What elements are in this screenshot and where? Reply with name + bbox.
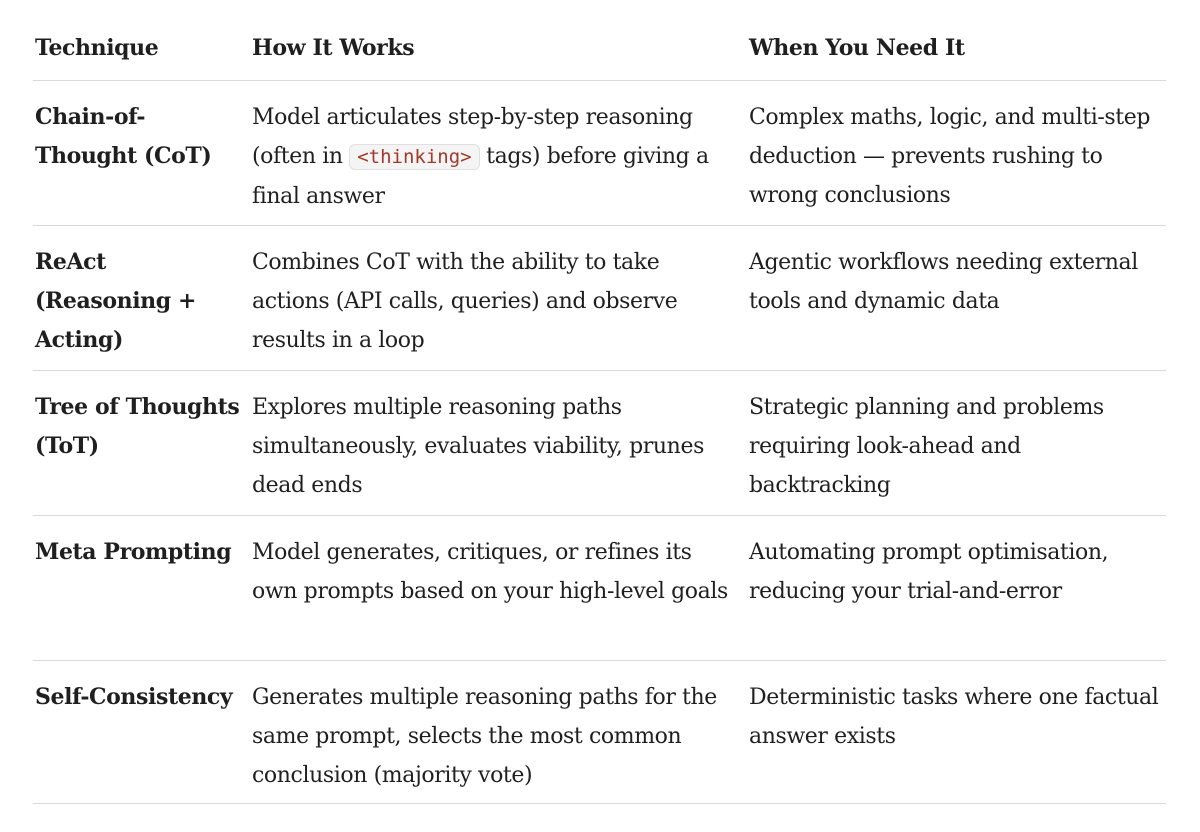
how-it-works-text: Generates multiple reasoning paths for the same prompt, selects the most common conclusion (majority vote) bbox=[252, 685, 717, 788]
when-you-need-it-text: Strategic planning and problems requiring look-ahead and backtracking bbox=[749, 395, 1104, 498]
when-you-need-it-text: Automating prompt optimisation, reducing your trial-and-error bbox=[749, 540, 1109, 604]
how-it-works-text: Explores multiple reasoning paths simultaneously, evaluates viability, prunes dead ends bbox=[252, 395, 704, 498]
how-text-before: Model articulates step-by-step reasoning (often in bbox=[252, 105, 693, 169]
how-it-works-text: Combines CoT with the ability to take actions (API calls, queries) and observe results in a loop bbox=[252, 250, 678, 353]
how-it-works-text: Model generates, critiques, or refines its own prompts based on your high-level goals bbox=[252, 540, 728, 604]
header-technique: Technique bbox=[35, 35, 159, 61]
when-you-need-it-text: Complex maths, logic, and multi-step deduction — prevents rushing to wrong conclusions bbox=[749, 105, 1151, 208]
when-you-need-it-text: Deterministic tasks where one factual answer exists bbox=[749, 685, 1159, 749]
when-you-need-it-text: Agentic workflows needing external tools and dynamic data bbox=[749, 250, 1138, 314]
inline-code-thinking: <thinking> bbox=[349, 144, 479, 170]
table-row bbox=[33, 81, 1166, 226]
header-how-it-works: How It Works bbox=[252, 35, 415, 61]
table-row bbox=[33, 516, 1166, 661]
how-text-after: tags) before giving a final answer bbox=[252, 144, 709, 209]
technique-name: ReAct (Reasoning + Acting) bbox=[35, 249, 197, 353]
table-row bbox=[33, 371, 1166, 516]
technique-name: Meta Prompting bbox=[35, 539, 232, 565]
techniques-table bbox=[33, 0, 1166, 804]
technique-name: Tree of Thoughts (ToT) bbox=[35, 394, 240, 459]
how-it-works-text bbox=[252, 98, 730, 216]
table-row bbox=[33, 226, 1166, 371]
technique-name: Chain-of-Thought (CoT) bbox=[35, 104, 212, 169]
header-when-you-need-it: When You Need It bbox=[749, 35, 965, 61]
table-header-row bbox=[33, 0, 1166, 81]
technique-name: Self-Consistency bbox=[35, 684, 233, 710]
table-row bbox=[33, 661, 1166, 804]
